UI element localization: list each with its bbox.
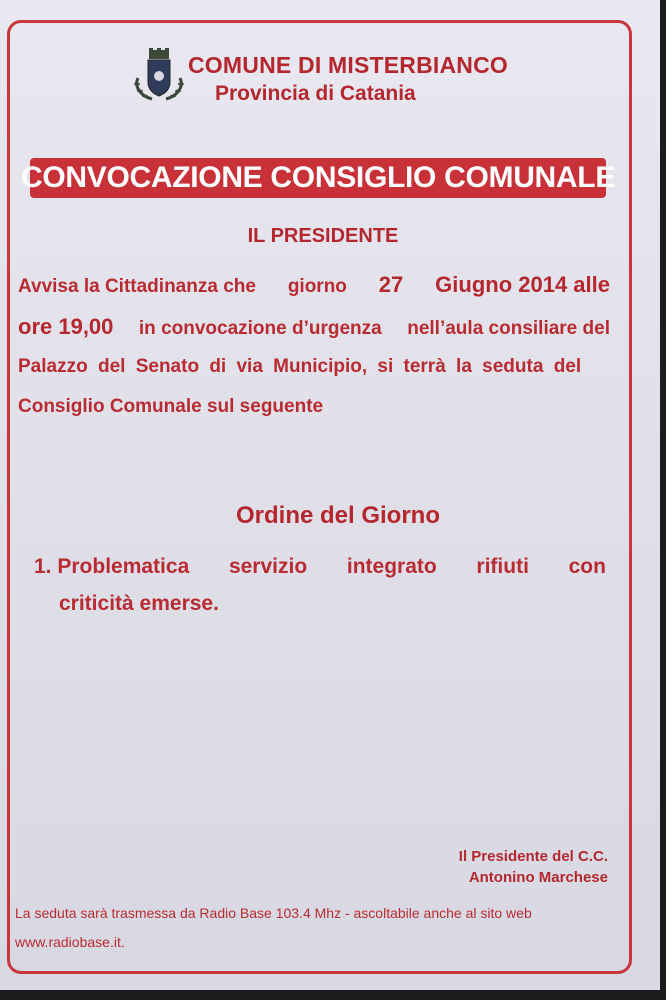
body-text: Consiglio Comunale sul seguente: [18, 396, 324, 417]
municipality-header: [188, 52, 508, 106]
body-text: nell’aula consiliare del: [407, 318, 610, 339]
date-day: 27: [378, 272, 404, 297]
body-line: [18, 314, 610, 340]
agenda-item-word: integrato: [346, 555, 437, 578]
body-line: [18, 272, 610, 298]
body-line: [18, 396, 610, 418]
agenda-item: [34, 555, 606, 579]
province-name: Provincia di Catania: [215, 82, 416, 105]
agenda-item-word: servizio: [228, 555, 308, 578]
signature-block: [459, 846, 608, 888]
agenda-item-word: rifiuti: [476, 555, 529, 578]
municipality-name: COMUNE DI MISTERBIANCO: [188, 52, 509, 78]
body-text: Avvisa la Cittadinanza che: [18, 276, 256, 297]
footer-text: La seduta sarà trasmessa da Radio Base 103.4 Mhz - ascoltabile anche al sito web: [15, 905, 532, 921]
agenda-title: Ordine del Giorno: [235, 502, 440, 529]
footer-line: [15, 905, 618, 921]
signature-role: Il Presidente del C.C.: [458, 848, 608, 865]
agenda-item-word: con: [568, 555, 606, 578]
body-text: giorno: [287, 276, 347, 297]
footer-website: www.radiobase.it.: [15, 934, 125, 950]
body-text: in convocazione d’urgenza: [138, 318, 382, 339]
municipal-crest-icon: [130, 48, 188, 102]
title-banner: CONVOCAZIONE CONSIGLIO COMUNALE: [30, 158, 606, 198]
signature-name: Antonino Marchese: [468, 869, 608, 886]
date-month-year: Giugno 2014 alle: [435, 272, 610, 297]
agenda-item-continuation: criticità emerse.: [59, 592, 219, 615]
body-text: Palazzo del Senato di via Municipio, si terrà la seduta del: [18, 356, 582, 377]
agenda-item-number: 1. Problematica: [34, 555, 190, 578]
meeting-time: ore 19,00: [18, 314, 114, 339]
president-heading: IL PRESIDENTE: [247, 225, 399, 247]
body-line: [18, 356, 610, 378]
